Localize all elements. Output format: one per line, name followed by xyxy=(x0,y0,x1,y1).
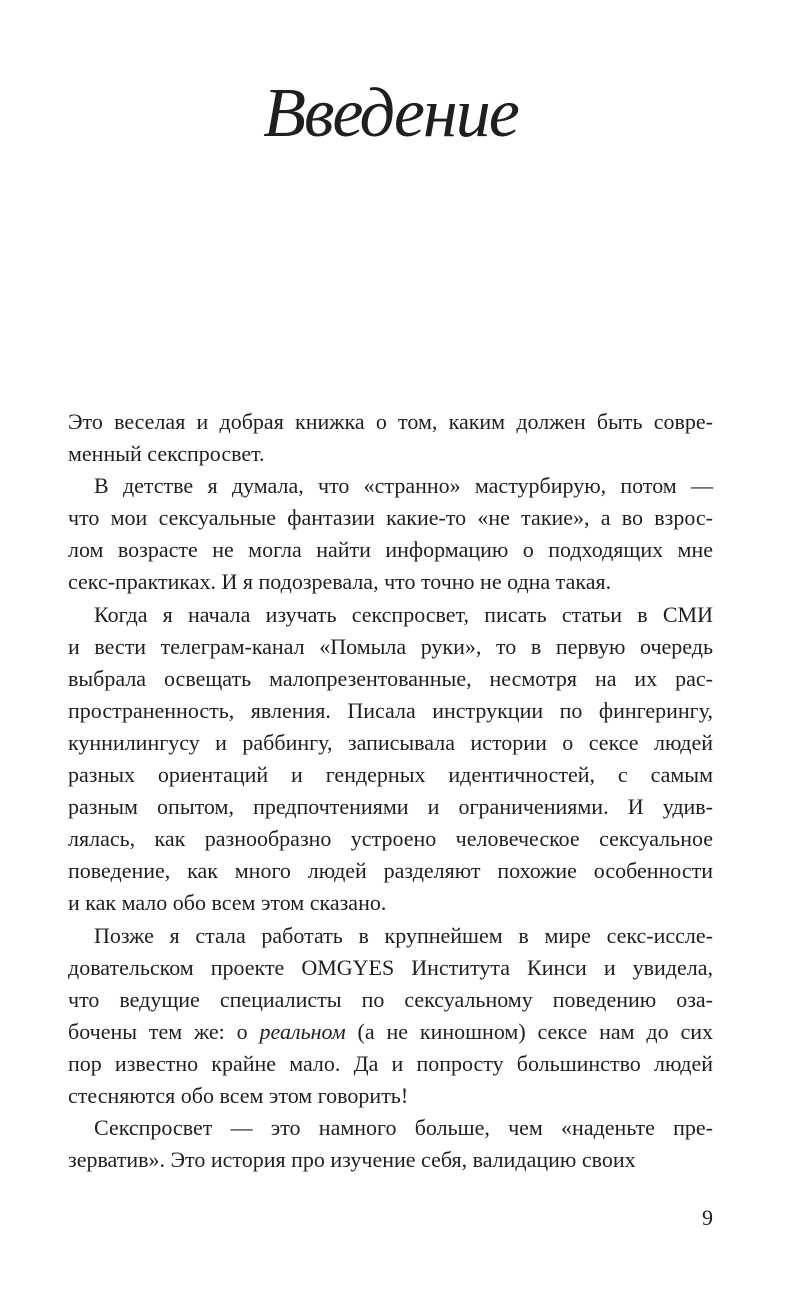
chapter-title: Введение xyxy=(263,75,518,152)
text-line: пространенность, явления. Писала инструкции по фингерингу, xyxy=(68,697,713,723)
text-line: менный секспросвет. xyxy=(68,441,265,467)
text-line: лом возрасте не могла найти информацию о подходящих мне xyxy=(68,537,713,563)
text-line: бочены тем же: о реальном (а не киношном) сексе нам до сих xyxy=(68,1018,713,1044)
text-line: Секспросвет — это намного больше, чем «наденьте пре- xyxy=(94,1115,713,1141)
text-line: зерватив». Это история про изучение себя, валидацию своих xyxy=(68,1147,636,1173)
text-line: лялась, как разнообразно устроено человеческое сексуальное xyxy=(68,826,713,852)
text-line: стесняются обо всем этом говорить! xyxy=(68,1082,409,1108)
text-line: разным опытом, предпочтениями и ограничениями. И удив- xyxy=(68,794,713,820)
text-line: куннилингусу и раббингу, записывала истории о сексе людей xyxy=(68,729,713,755)
text-line: разных ориентаций и гендерных идентичностей, с самым xyxy=(68,762,713,788)
page-number: 9 xyxy=(702,1205,713,1230)
text-line: и вести телеграм-канал «Помыла руки», то в первую очередь xyxy=(68,633,713,659)
text-line: и как мало обо всем этом сказано. xyxy=(68,890,387,916)
text-line: В детстве я думала, что «странно» мастурбирую, потом — xyxy=(94,473,713,499)
text-line: Это веселая и добрая книжка о том, каким должен быть совре- xyxy=(68,409,713,434)
text-line: что мои сексуальные фантазии какие-то «не такие», а во взрос- xyxy=(68,505,713,531)
text-line: Позже я стала работать в крупнейшем в мире секс-иссле- xyxy=(94,922,713,948)
text-line: пор известно крайне мало. Да и попросту большинство людей xyxy=(68,1050,713,1076)
text-line: поведение, как много людей разделяют похожие особенности xyxy=(68,858,713,884)
text-line: Когда я начала изучать секспросвет, писать статьи в СМИ xyxy=(94,601,713,627)
body-text xyxy=(68,406,713,1176)
text-line: что ведущие специалисты по сексуальному поведению оза- xyxy=(68,986,713,1012)
text-line: выбрала освещать малопрезентованные, несмотря на их рас- xyxy=(68,665,713,691)
text-line: довательском проекте OMGYES Института Кинси и увидела, xyxy=(68,954,713,980)
text-line: секс-практиках. И я подозревала, что точно не одна такая. xyxy=(68,569,612,595)
